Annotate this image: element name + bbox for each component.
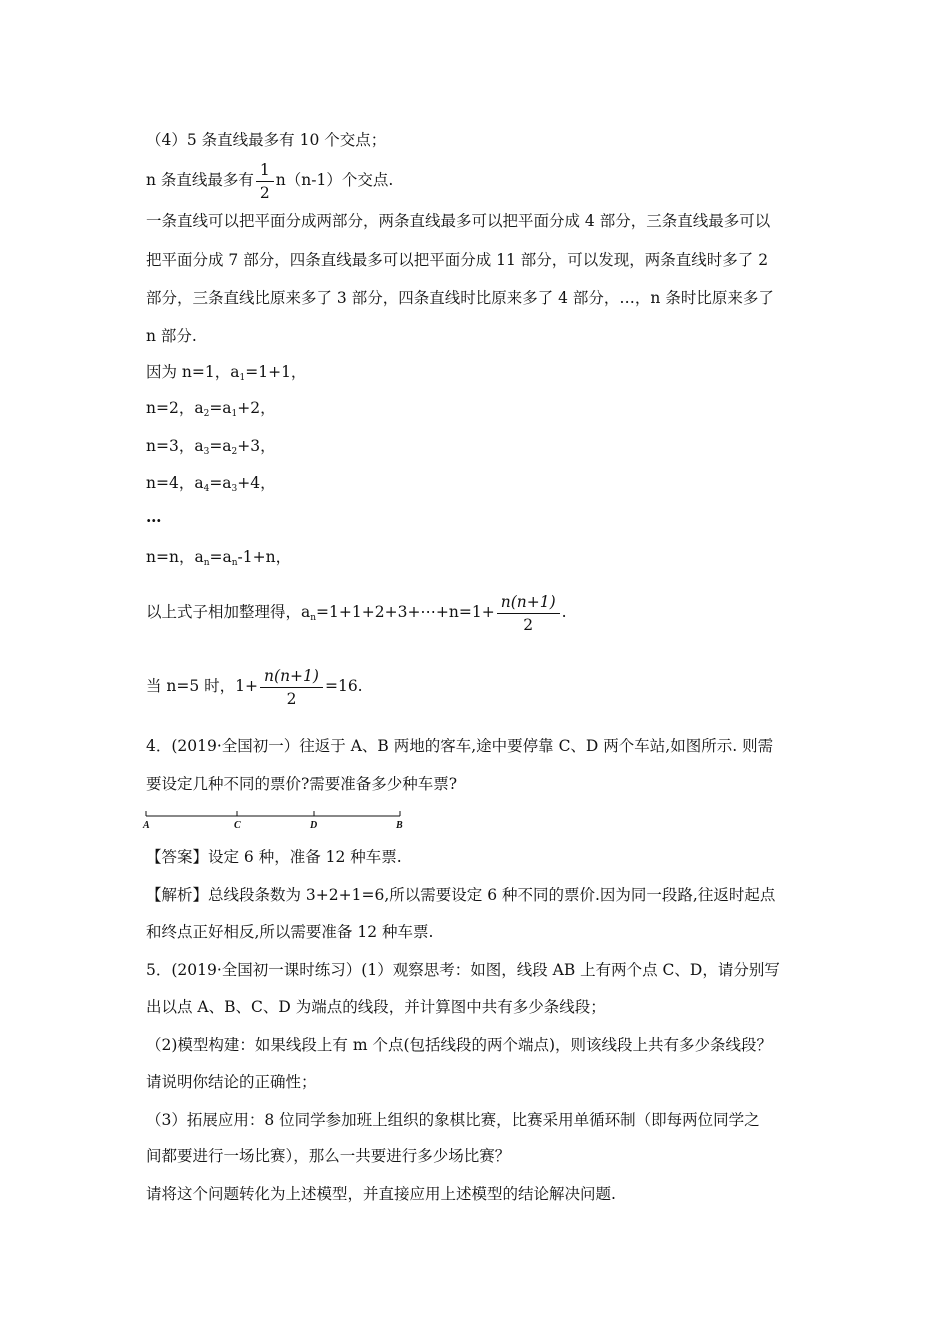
text: =1+1+2+3+⋯+n=1+ [316, 603, 495, 621]
text: =a [209, 474, 232, 492]
point-label-c: C [234, 820, 241, 831]
text: =a [209, 399, 232, 417]
denominator: 2 [523, 615, 534, 634]
ellipsis-line: … [146, 507, 162, 526]
fraction [256, 159, 274, 204]
text: n=4，a [146, 474, 204, 492]
question-line: 要设定几种不同的票价?需要准备多少种车票? [146, 775, 458, 793]
question-line: （2)模型构建：如果线段上有 m 个点(包括线段的两个端点)，则该线段上共有多少条线段？ [146, 1036, 773, 1054]
denominator: 2 [286, 689, 297, 708]
question-line: 请说明你结论的正确性； [146, 1073, 317, 1091]
text: 当 n=5 时，1+ [146, 677, 259, 695]
subscript: n [203, 558, 210, 568]
text: +2， [237, 399, 276, 417]
text-line: 部分，三条直线比原来多了 3 部分，四条直线时比原来多了 4 部分，…，n 条时比原来多了 [146, 289, 774, 307]
point-label-a: A [143, 820, 150, 831]
text: . [561, 603, 567, 621]
text: n=n，a [146, 548, 204, 566]
formula-line [146, 158, 393, 204]
subscript: 2 [231, 447, 238, 457]
question-line: 5．(2019·全国初一课时练习）(1）观察思考：如图，线段 AB 上有两个点 C、D，请分别写 [146, 961, 780, 979]
equation-line [146, 362, 306, 388]
point-label-b: B [396, 820, 403, 831]
text: =a [209, 437, 232, 455]
numerator: n(n+1) [260, 665, 323, 688]
text: n=2，a [146, 399, 204, 417]
numerator: n(n+1) [497, 591, 560, 614]
subscript: n [231, 558, 238, 568]
denominator: 2 [259, 183, 270, 202]
equation-line [146, 473, 276, 499]
text: n=3，a [146, 437, 204, 455]
text-line: 把平面分成 7 部分，四条直线最多可以把平面分成 11 部分，可以发现，两条直线时多了 2 [146, 251, 769, 269]
question-line: 请将这个问题转化为上述模型，并直接应用上述模型的结论解决问题. [146, 1185, 616, 1203]
equation-line [146, 398, 276, 424]
text-line: （4）5 条直线最多有 10 个交点； [146, 131, 387, 149]
text-line: 一条直线可以把平面分成两部分，两条直线最多可以把平面分成 4 部分，三条直线最多可以 [146, 212, 771, 230]
fraction [260, 665, 323, 710]
text: =a [209, 548, 232, 566]
text: n 条直线最多有 [146, 171, 254, 189]
text: +4， [237, 474, 276, 492]
equation-line [146, 436, 276, 462]
question-line: 间都要进行一场比赛），那么一共要进行多少场比赛？ [146, 1147, 511, 1165]
text-line: n 部分. [146, 327, 197, 345]
point-label-d: D [310, 820, 318, 831]
explanation-line: 和终点正好相反,所以需要准备 12 种车票. [146, 923, 434, 941]
text: =16. [324, 677, 363, 695]
question-line: 出以点 A、B、C、D 为端点的线段，并计算图中共有多少条线段； [146, 998, 606, 1016]
text: -1+n， [237, 548, 292, 566]
segment-figure [140, 806, 420, 836]
text: 因为 n=1，a [146, 363, 240, 381]
subscript: 1 [239, 373, 246, 383]
subscript: 3 [231, 484, 238, 494]
text: n（n-1）个交点. [275, 171, 394, 189]
subscript: 2 [203, 409, 210, 419]
numerator: 1 [256, 159, 274, 182]
equation-line [146, 547, 291, 573]
subscript: 4 [203, 484, 210, 494]
subscript: 3 [203, 447, 210, 457]
text: +3， [237, 437, 276, 455]
formula-line [146, 588, 567, 642]
text: 以上式子相加整理得，a [146, 603, 311, 621]
explanation-line: 【解析】总线段条数为 3+2+1=6,所以需要设定 6 种不同的票价.因为同一段路,往返时起点 [146, 886, 776, 904]
formula-line [146, 662, 363, 710]
text: =1+1， [245, 363, 307, 381]
subscript: 1 [231, 409, 238, 419]
answer-line: 【答案】设定 6 种，准备 12 种车票. [146, 848, 402, 866]
question-line: 4．(2019·全国初一）往返于 A、B 两地的客车,途中要停靠 C、D 两个车站,如图所示. 则需 [146, 737, 774, 755]
fraction [497, 591, 560, 636]
subscript: n [310, 613, 317, 623]
question-line: （3）拓展应用：8 位同学参加班上组织的象棋比赛，比赛采用单循环制（即每两位同学之 [146, 1111, 760, 1129]
